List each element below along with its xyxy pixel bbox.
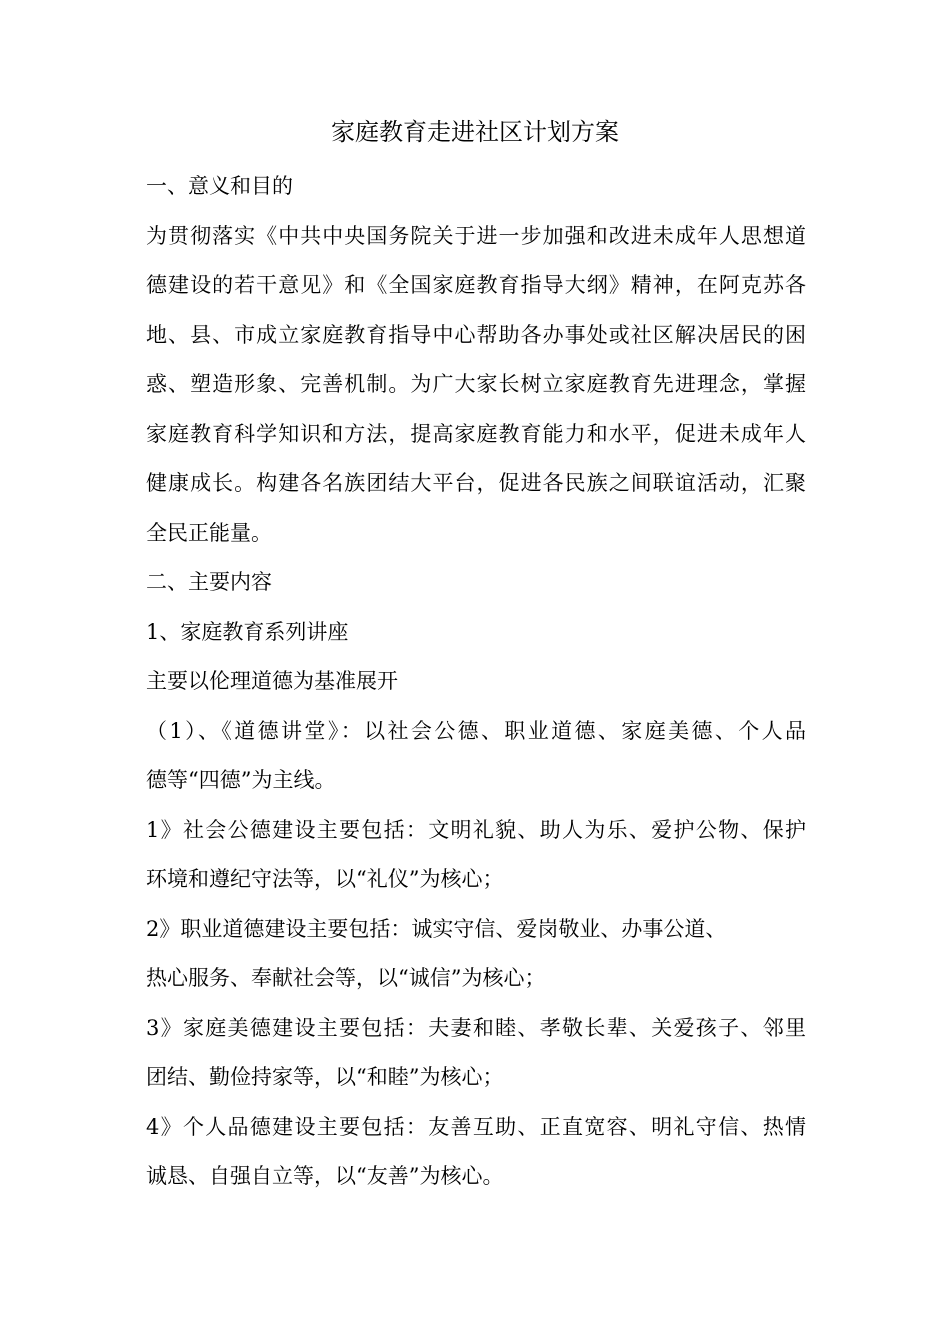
paragraph-line: 诚恳、自强自立等，以“友善”为核心。 [146, 1164, 504, 1188]
paragraph-line: 2》职业道德建设主要包括：诚实守信、爱岗敬业、办事公道、 [146, 917, 727, 941]
paragraph-line: 家庭教育科学知识和方法，提高家庭教育能力和水平，促进未成年人 [146, 422, 806, 446]
paragraph-line: 3》家庭美德建设主要包括：夫妻和睦、孝敬长辈、关爱孩子、邻里 [146, 1016, 806, 1040]
paragraph-line: 1、家庭教育系列讲座 [146, 620, 349, 644]
paragraph-line: （1）、《道德讲堂》：以社会公德、职业道德、家庭美德、个人品 [146, 719, 806, 743]
paragraph-line: 为贯彻落实《中共中央国务院关于进一步加强和改进未成年人思想道 [146, 224, 806, 248]
paragraph-line: 地、县、市成立家庭教育指导中心帮助各办事处或社区解决居民的困 [146, 323, 806, 347]
paragraph-line: 团结、勤俭持家等，以“和睦”为核心； [146, 1065, 504, 1089]
paragraph-line: 二、主要内容 [146, 570, 272, 594]
paragraph-line: 主要以伦理道德为基准展开 [146, 669, 398, 693]
paragraph-line: 德建设的若干意见》和《全国家庭教育指导大纲》精神，在阿克苏各 [146, 273, 806, 297]
paragraph-line: 热心服务、奉献社会等，以“诚信”为核心； [146, 966, 546, 990]
page-title: 家庭教育走进社区计划方案 [331, 118, 619, 146]
paragraph-line: 一、意义和目的 [146, 174, 293, 198]
paragraph-line: 1》社会公德建设主要包括：文明礼貌、助人为乐、爱护公物、保护 [146, 818, 806, 842]
paragraph-line: 惑、塑造形象、完善机制。为广大家长树立家庭教育先进理念，掌握 [146, 372, 806, 396]
paragraph-line: 4》个人品德建设主要包括：友善互助、正直宽容、明礼守信、热情 [146, 1115, 806, 1139]
paragraph-line: 德等“四德”为主线。 [146, 768, 336, 792]
paragraph-line: 全民正能量。 [146, 521, 272, 545]
paragraph-line: 健康成长。构建各名族团结大平台，促进各民族之间联谊活动，汇聚 [146, 471, 806, 495]
paragraph-line: 环境和遵纪守法等，以“礼仪”为核心； [146, 867, 504, 891]
